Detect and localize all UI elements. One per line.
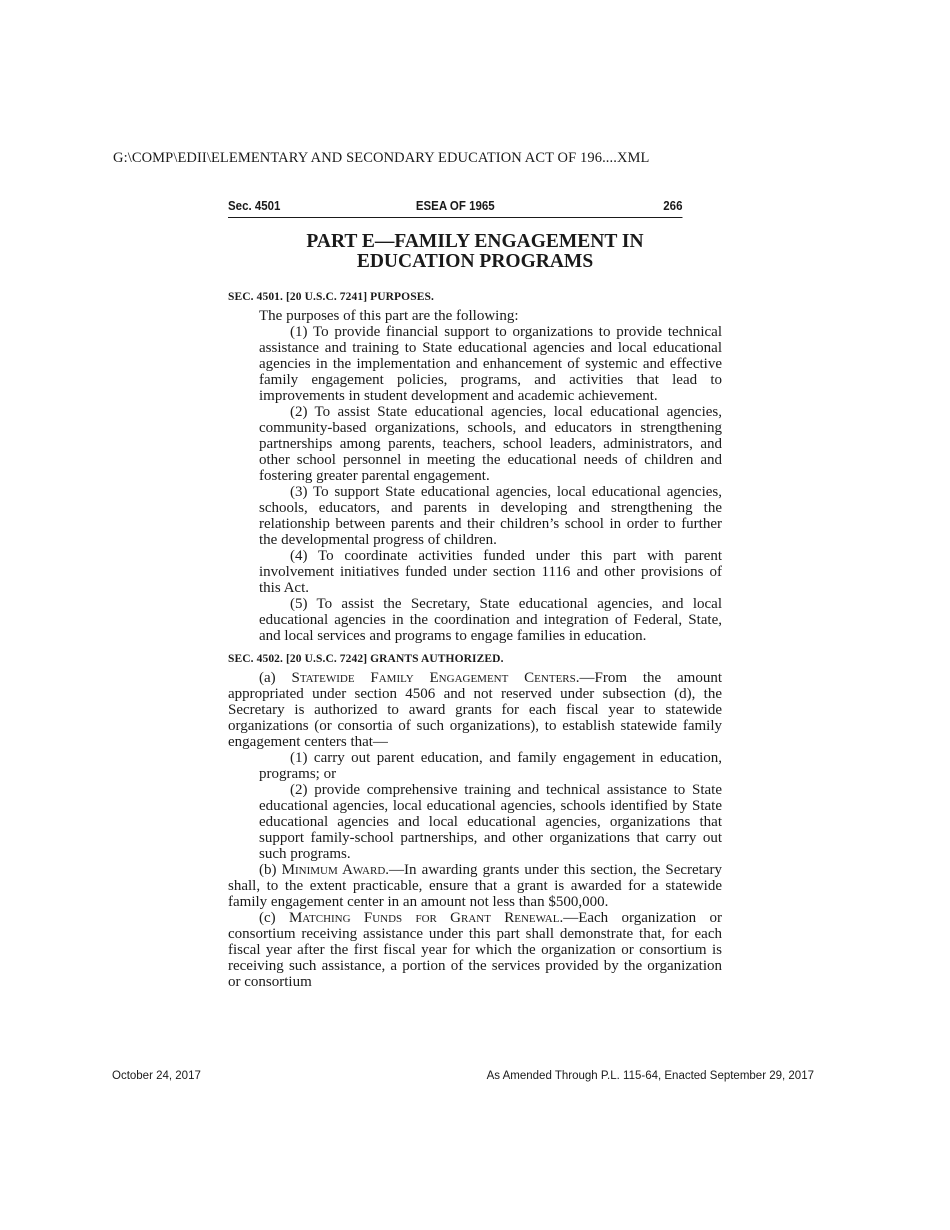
subsection-b-caption: Minimum Award: [281, 862, 386, 878]
section-4501-intro: The purposes of this part are the following:: [259, 308, 519, 324]
part-title: [228, 232, 722, 272]
subsection-c-text: .—Each organization or consortium receiving assistance under this part shall demonstrate that, for each fiscal year after the first fiscal year for which the organization or consortium is receiving such assistance, a portion of the services provided by the organization or consortium: [228, 910, 722, 990]
purpose-item-2: (2) To assist State educational agencies, local educational agencies, community-based organizations, schools, and educators in strengthening partnerships among parents, teachers, school leaders, administrators, and other school personnel in meeting the educational needs of children and fostering greater parental engagement.: [259, 404, 722, 484]
subsection-a-item-1: (1) carry out parent education, and family engagement in education, programs; or: [259, 750, 722, 782]
running-head: [228, 197, 682, 218]
subsection-a-label: (a): [259, 670, 292, 686]
subsection-c-label: (c): [259, 910, 289, 926]
section-4501-number: SEC. 4501.: [228, 291, 286, 303]
running-head-act-title: ESEA OF 1965: [415, 199, 495, 213]
purpose-item-1: (1) To provide financial support to organizations to provide technical assistance and training to State educational agencies and local educational agencies in the implementation and enhancement of systemic and effective family engagement policies, programs, and activities that lead to improvements in student development and academic achievement.: [259, 324, 722, 404]
subsection-b-text: .—In awarding grants under this section, the Secretary shall, to the extent practicable, ensure that a grant is awarded for a statewide family engagement center in an amount not less than $500,000.: [228, 862, 723, 910]
subsection-a-caption: Statewide Family Engagement Centers: [291, 670, 576, 686]
purpose-item-4: (4) To coordinate activities funded under this part with parent involvement initiatives funded under section 1116 and other provisions of this Act.: [259, 548, 722, 596]
subsection-a-text: .—From the amount appropriated under section 4506 and not reserved under subsection (d), the Secretary is authorized to award grants for each fiscal year to statewide organizations (or consortia of such organizations), to establish statewide family engagement centers that—: [228, 670, 722, 750]
subsection-b-label: (b): [259, 862, 282, 878]
part-title-line-1: PART E—FAMILY ENGAGEMENT IN: [306, 231, 644, 252]
subsection-a-item-2: (2) provide comprehensive training and technical assistance to State educational agencies, local educational agencies, schools identified by State educational agencies and local educational agencies, organizations that support family-school partnerships, and other organizations that carry out such programs.: [259, 782, 722, 862]
section-4501-heading: [228, 289, 722, 305]
subsection-b: [228, 862, 722, 910]
section-4501-citation: [20 U.S.C. 7241]: [285, 291, 368, 303]
section-4502-heading: [228, 651, 722, 667]
page-number: 266: [663, 199, 683, 213]
file-path: G:\COMP\EDII\ELEMENTARY AND SECONDARY EDUCATION ACT OF 196....XML: [113, 150, 650, 166]
section-4502-number: SEC. 4502.: [228, 653, 286, 665]
subsection-c-caption: Matching Funds for Grant Renewal: [288, 910, 560, 926]
section-4502-title: GRANTS AUTHORIZED.: [367, 653, 504, 665]
subsection-a: [228, 670, 722, 750]
subsection-c: [228, 910, 722, 990]
purpose-item-5: (5) To assist the Secretary, State educational agencies, and local educational agencies in the coordination and integration of Federal, State, and local services and programs to engage families in education.: [259, 596, 722, 644]
footer-amended-note: As Amended Through P.L. 115-64, Enacted September 29, 2017: [486, 1070, 814, 1082]
section-4501-title: PURPOSES.: [367, 291, 434, 303]
purpose-item-3: (3) To support State educational agencies, local educational agencies, schools, educators, and parents in developing and strengthening the relationship between parents and their children’s school in order to further the developmental progress of children.: [259, 484, 722, 548]
footer-date: October 24, 2017: [112, 1070, 201, 1082]
section-4502-citation: [20 U.S.C. 7242]: [285, 653, 368, 665]
page-body: [228, 232, 722, 990]
running-head-section: Sec. 4501: [228, 199, 281, 213]
part-title-line-2: EDUCATION PROGRAMS: [356, 251, 594, 272]
